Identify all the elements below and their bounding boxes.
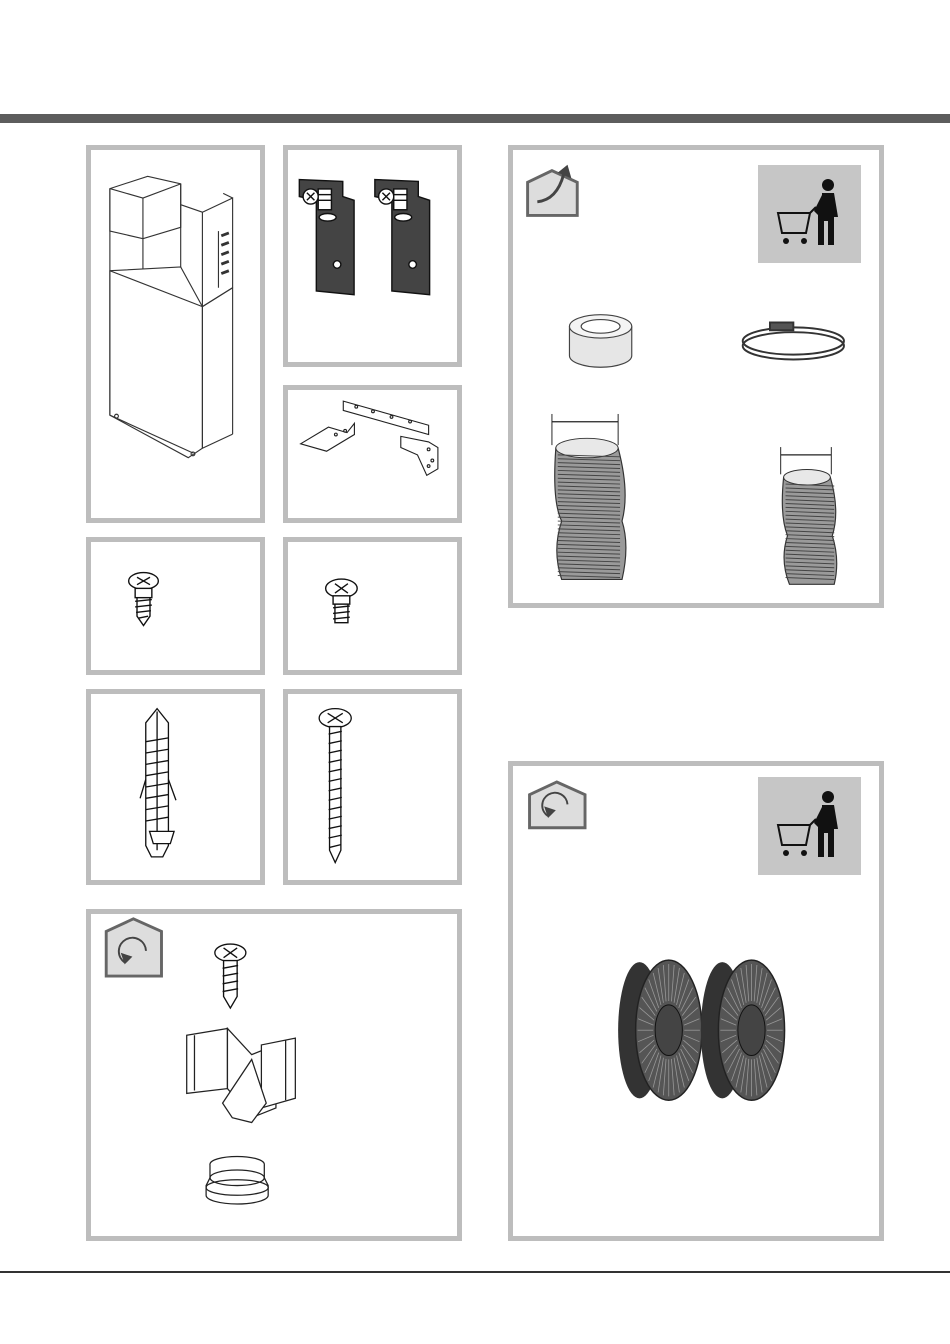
hose-clamp-icon (743, 322, 844, 359)
bracket-pair-icon (288, 150, 457, 362)
deflector-icon (187, 1028, 296, 1122)
extraction-icon (528, 165, 578, 216)
header-bar (0, 114, 950, 123)
adapter-ring-icon (206, 1156, 268, 1204)
long-screw-panel (283, 689, 462, 885)
screw-panel-a (86, 537, 265, 675)
tape-roll-icon (569, 315, 631, 368)
screw-icon (215, 944, 246, 1008)
purchase-separately-box-filter (758, 777, 861, 875)
purchase-separately-icon (758, 777, 861, 875)
charcoal-filter-icon (618, 960, 784, 1100)
pointed-screw-icon (91, 542, 260, 670)
recirculation-icon (530, 782, 585, 828)
wall-plug-panel (86, 689, 265, 885)
wall-plug-icon (91, 694, 260, 880)
chimney-cover-icon (91, 150, 260, 518)
recirculation-kit-panel (86, 909, 462, 1241)
support-bar-panel (283, 385, 462, 523)
purchase-separately-icon (758, 165, 861, 263)
screw-panel-b (283, 537, 462, 675)
purchase-separately-box-extraction (758, 165, 861, 263)
footer-line (0, 1271, 950, 1273)
blunt-screw-icon (288, 542, 457, 670)
chimney-panel (86, 145, 265, 523)
recirculation-kit-drawing (91, 914, 457, 1236)
long-screw-icon (288, 694, 457, 880)
flexible-duct-icon (552, 414, 837, 584)
support-bar-icon (288, 390, 457, 518)
brackets-panel (283, 145, 462, 367)
recirculation-icon (106, 919, 161, 976)
